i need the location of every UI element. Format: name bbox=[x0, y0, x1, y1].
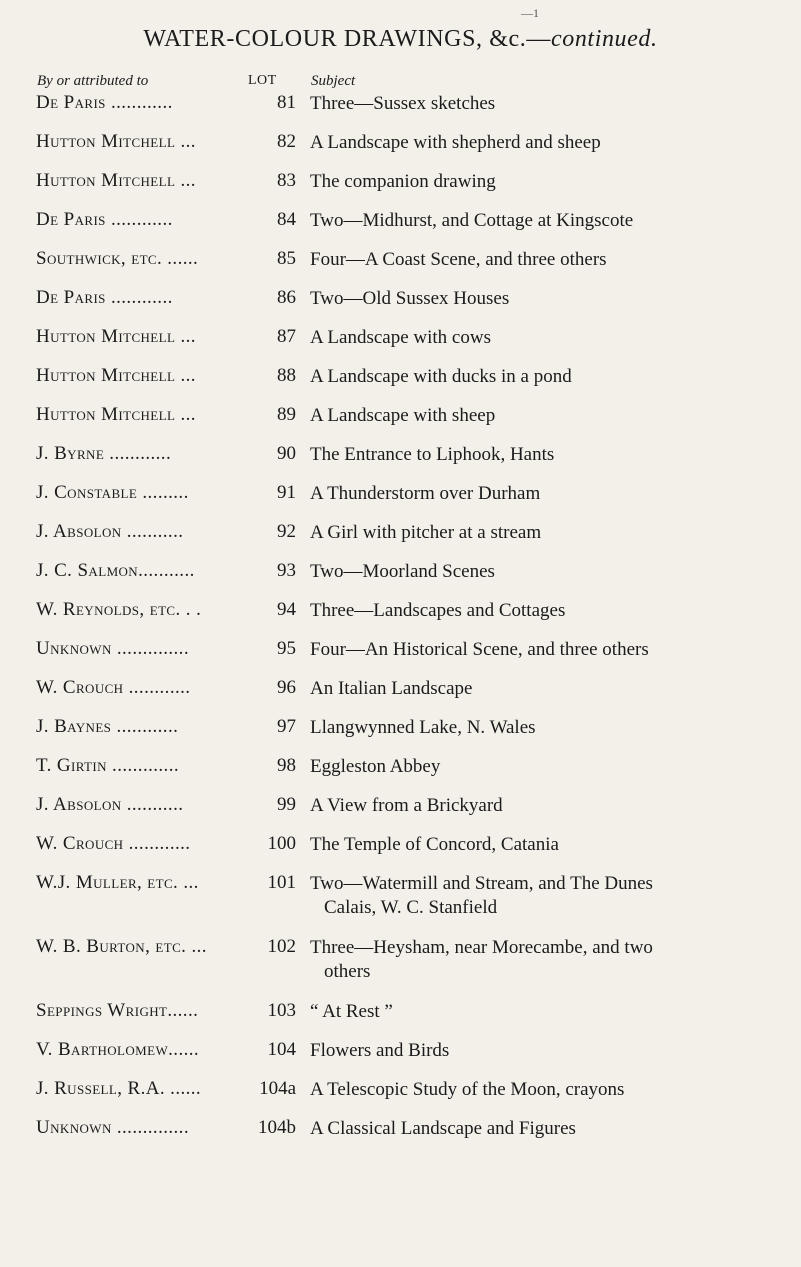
subject-cell bbox=[310, 872, 796, 920]
artist-name: W.J. Muller, etc. ... bbox=[36, 872, 199, 893]
subject-column-header: Subject bbox=[311, 73, 356, 89]
lot-number: 100 bbox=[267, 833, 296, 854]
subject-text: The Temple of Concord, Catania bbox=[310, 834, 559, 855]
subject-cell bbox=[310, 131, 796, 155]
subject-cell bbox=[310, 794, 796, 818]
lot-number: 81 bbox=[277, 92, 296, 113]
subject-text: Three—Heysham, near Morecambe, and two bbox=[310, 937, 653, 958]
subject-text: A Telescopic Study of the Moon, crayons bbox=[310, 1079, 625, 1100]
subject-text: Two—Midhurst, and Cottage at Kingscote bbox=[310, 210, 634, 231]
subject-cell bbox=[310, 404, 796, 428]
artist-name: J. Absolon ........... bbox=[36, 794, 184, 815]
lot-number: 87 bbox=[277, 326, 296, 347]
artist-column-header: By or attributed to bbox=[37, 73, 149, 89]
subject-cell bbox=[310, 716, 796, 740]
subject-cell bbox=[310, 599, 796, 623]
subject-cell bbox=[310, 1078, 796, 1102]
subject-text: A Landscape with cows bbox=[310, 327, 491, 348]
artist-name: Seppings Wright...... bbox=[36, 1000, 199, 1021]
lot-number: 104 bbox=[267, 1039, 296, 1060]
lot-number: 91 bbox=[277, 482, 296, 503]
subject-cell bbox=[310, 365, 796, 389]
subject-text: Two—Moorland Scenes bbox=[310, 561, 495, 582]
subject-text: Llangwynned Lake, N. Wales bbox=[310, 717, 536, 738]
title-continued: continued. bbox=[550, 26, 658, 52]
lot-number: 99 bbox=[277, 794, 296, 815]
artist-name: Hutton Mitchell ... bbox=[36, 326, 196, 347]
subject-text: Flowers and Birds bbox=[310, 1040, 450, 1061]
artist-name: De Paris ............ bbox=[36, 92, 173, 113]
subject-cell bbox=[310, 1039, 796, 1063]
subject-cell bbox=[310, 833, 796, 857]
subject-text-continued: Calais, W. C. Stanfield bbox=[324, 897, 498, 918]
subject-text: A View from a Brickyard bbox=[310, 795, 503, 816]
subject-cell bbox=[310, 638, 796, 662]
page-mark: —1 bbox=[521, 6, 539, 20]
artist-name: J. Constable ......... bbox=[36, 482, 189, 503]
artist-name: J. Absolon ........... bbox=[36, 521, 184, 542]
artist-name: W. Crouch ............ bbox=[36, 677, 191, 698]
lot-number: 89 bbox=[277, 404, 296, 425]
artist-name: De Paris ............ bbox=[36, 287, 173, 308]
subject-text: A Girl with pitcher at a stream bbox=[310, 522, 542, 543]
artist-name: J. C. Salmon........... bbox=[36, 560, 195, 581]
subject-cell bbox=[310, 170, 796, 194]
artist-name: De Paris ............ bbox=[36, 209, 173, 230]
artist-name: W. Crouch ............ bbox=[36, 833, 191, 854]
artist-name: W. Reynolds, etc. . . bbox=[36, 599, 202, 620]
subject-cell bbox=[310, 755, 796, 779]
lot-column-header: LOT bbox=[248, 73, 277, 88]
subject-cell bbox=[310, 936, 796, 984]
artist-name: Unknown .............. bbox=[36, 1117, 189, 1138]
subject-cell bbox=[310, 287, 796, 311]
subject-cell bbox=[310, 326, 796, 350]
lot-number: 102 bbox=[267, 936, 296, 957]
subject-text: Four—A Coast Scene, and three others bbox=[310, 249, 607, 270]
subject-text: Eggleston Abbey bbox=[310, 756, 441, 777]
lot-number: 92 bbox=[277, 521, 296, 542]
subject-cell bbox=[310, 560, 796, 584]
subject-text: The companion drawing bbox=[310, 171, 496, 192]
artist-name: J. Russell, R.A. ...... bbox=[36, 1078, 202, 1099]
subject-cell bbox=[310, 482, 796, 506]
lot-number: 82 bbox=[277, 131, 296, 152]
page-title bbox=[0, 26, 801, 53]
artist-name: Hutton Mitchell ... bbox=[36, 404, 196, 425]
subject-text: Three—Sussex sketches bbox=[310, 93, 496, 114]
subject-text: A Classical Landscape and Figures bbox=[310, 1118, 576, 1139]
subject-cell bbox=[310, 443, 796, 467]
subject-cell bbox=[310, 1000, 796, 1024]
lot-number: 103 bbox=[267, 1000, 296, 1021]
artist-name: V. Bartholomew...... bbox=[36, 1039, 200, 1060]
lot-number: 94 bbox=[277, 599, 296, 620]
subject-cell bbox=[310, 248, 796, 272]
subject-cell bbox=[310, 521, 796, 545]
artist-name: Unknown .............. bbox=[36, 638, 189, 659]
subject-cell bbox=[310, 209, 796, 233]
subject-cell bbox=[310, 677, 796, 701]
lot-number: 97 bbox=[277, 716, 296, 737]
subject-text: “ At Rest ” bbox=[310, 1001, 393, 1022]
lot-number: 84 bbox=[277, 209, 296, 230]
artist-name: J. Byrne ............ bbox=[36, 443, 172, 464]
lot-number: 86 bbox=[277, 287, 296, 308]
lot-number: 104a bbox=[259, 1078, 296, 1099]
lot-number: 90 bbox=[277, 443, 296, 464]
lot-number: 85 bbox=[277, 248, 296, 269]
lot-number: 88 bbox=[277, 365, 296, 386]
artist-name: Hutton Mitchell ... bbox=[36, 131, 196, 152]
artist-name: Hutton Mitchell ... bbox=[36, 365, 196, 386]
artist-name: Southwick, etc. ...... bbox=[36, 248, 199, 269]
lot-number: 101 bbox=[267, 872, 296, 893]
subject-text: Three—Landscapes and Cottages bbox=[310, 600, 566, 621]
subject-text: A Thunderstorm over Durham bbox=[310, 483, 541, 504]
subject-text: Two—Watermill and Stream, and The Dunes bbox=[310, 873, 653, 894]
artist-name: Hutton Mitchell ... bbox=[36, 170, 196, 191]
artist-name: T. Girtin ............. bbox=[36, 755, 179, 776]
subject-text: The Entrance to Liphook, Hants bbox=[310, 444, 555, 465]
subject-text: A Landscape with shepherd and sheep bbox=[310, 132, 601, 153]
lot-number: 104b bbox=[258, 1117, 296, 1138]
lot-number: 93 bbox=[277, 560, 296, 581]
title-main: WATER-COLOUR DRAWINGS, &c.— bbox=[143, 26, 551, 52]
lot-number: 98 bbox=[277, 755, 296, 776]
subject-text: An Italian Landscape bbox=[310, 678, 473, 699]
lot-number: 83 bbox=[277, 170, 296, 191]
subject-cell bbox=[310, 1117, 796, 1141]
lot-number: 96 bbox=[277, 677, 296, 698]
subject-text: A Landscape with ducks in a pond bbox=[310, 366, 572, 387]
subject-text: Two—Old Sussex Houses bbox=[310, 288, 510, 309]
artist-name: W. B. Burton, etc. ... bbox=[36, 936, 207, 957]
subject-text-continued: others bbox=[324, 961, 371, 982]
lot-number: 95 bbox=[277, 638, 296, 659]
artist-name: J. Baynes ............ bbox=[36, 716, 179, 737]
subject-text: Four—An Historical Scene, and three others bbox=[310, 639, 649, 660]
subject-cell bbox=[310, 92, 796, 116]
subject-text: A Landscape with sheep bbox=[310, 405, 496, 426]
